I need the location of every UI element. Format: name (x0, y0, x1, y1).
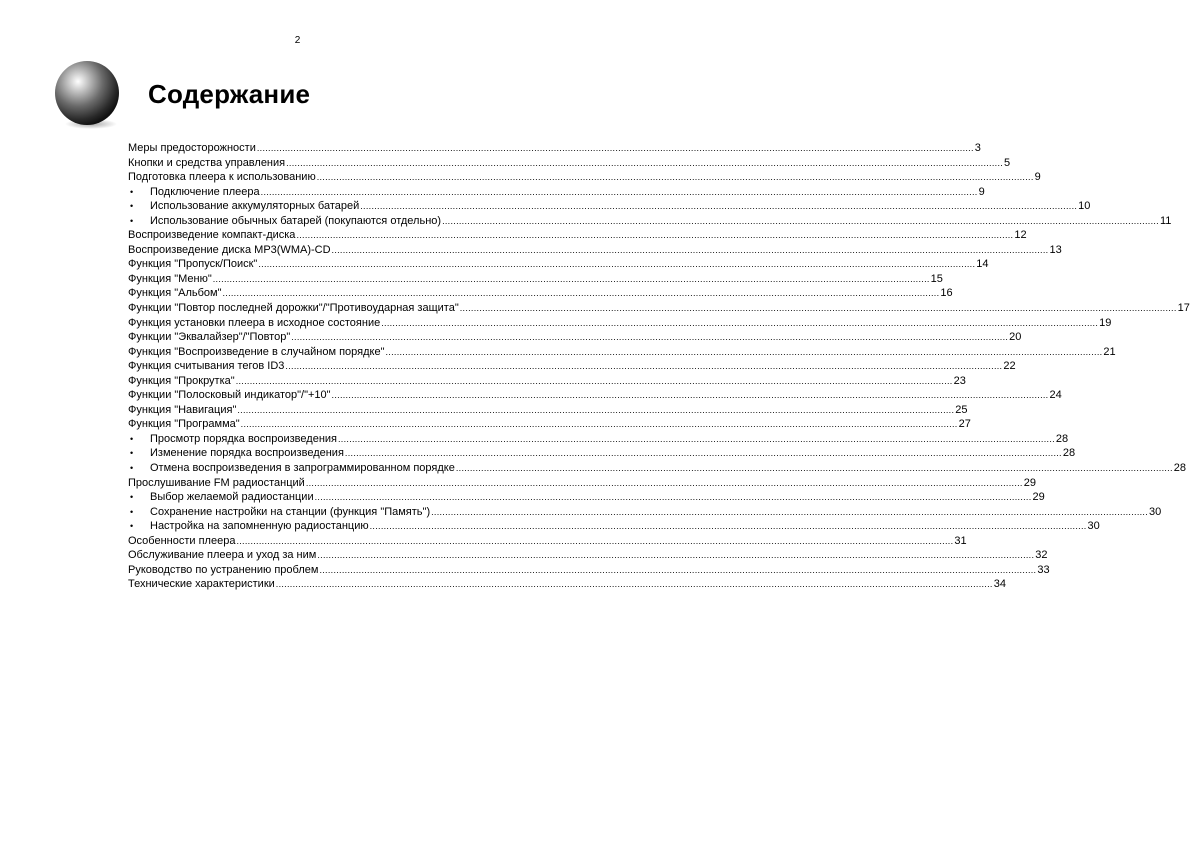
toc-entry-page: 30 (1087, 520, 1100, 533)
dot-leader (213, 272, 930, 287)
toc-entry-page: 21 (1103, 345, 1116, 358)
dot-leader (291, 330, 1008, 345)
toc-entry-title: Технические характеристики (128, 578, 275, 591)
toc-entry-page: 28 (1055, 432, 1069, 445)
toc-entry[interactable] (128, 490, 1045, 505)
dot-leader (315, 490, 1032, 505)
toc-entry-page: 9 (1034, 171, 1041, 184)
toc-entry-page: 5 (1004, 156, 1011, 169)
toc-entry-title: Функция "Прокрутка" (128, 374, 235, 387)
dot-leader (386, 345, 1103, 360)
toc-entry-title: Функции "Полосковый индикатор"/"+10" (128, 389, 331, 402)
toc-entry[interactable] (128, 417, 971, 432)
toc-entry-page: 31 (954, 534, 967, 547)
toc-entry-title: Меры предосторожности (128, 142, 256, 154)
toc-entry-title: Функция "Меню" (128, 272, 212, 285)
toc-entry[interactable] (128, 257, 989, 272)
toc-entry[interactable] (128, 519, 1100, 534)
toc-entry-title: Функция установки плеера в исходное состояние (128, 316, 381, 329)
toc-entry[interactable] (128, 577, 1006, 592)
toc-entry-page: 29 (1032, 491, 1045, 504)
toc-entry[interactable] (128, 345, 1116, 360)
toc-entry-title: Настройка на запомненную радиостанцию (150, 520, 369, 533)
dot-leader (431, 505, 1148, 520)
toc-entry[interactable] (128, 505, 1162, 520)
toc-entry[interactable] (128, 316, 1112, 331)
toc-entry-title: Особенности плеера (128, 534, 236, 547)
toc-entry-page: 12 (1014, 229, 1027, 242)
toc-entry-page: 17 (1177, 302, 1190, 315)
toc-entry[interactable] (128, 228, 1027, 243)
dot-leader (285, 359, 1002, 374)
dot-leader (381, 316, 1098, 331)
toc-entry-title: Подготовка плеера к использованию (128, 171, 316, 184)
toc-entry-page: 29 (1023, 476, 1036, 489)
sphere-graphic (51, 58, 123, 130)
toc-entry-title: Изменение порядка воспроизведения (150, 447, 344, 460)
bullet-icon: • (130, 186, 134, 197)
toc-entry-page: 25 (955, 403, 968, 416)
dot-leader (319, 563, 1036, 578)
dot-leader (261, 185, 978, 200)
toc-entry[interactable] (128, 432, 1069, 447)
toc-entry-page: 19 (1099, 316, 1112, 329)
bullet-icon: • (130, 433, 134, 444)
dot-leader (345, 446, 1062, 461)
toc-entry[interactable] (128, 156, 1011, 171)
dot-leader (338, 432, 1055, 447)
toc-entry-page: 22 (1003, 360, 1016, 373)
dot-leader (236, 374, 953, 389)
toc-entry[interactable] (128, 141, 981, 156)
toc-entry-title: Функция "Программа" (128, 418, 240, 431)
dot-leader (306, 476, 1023, 491)
toc-entry[interactable] (128, 301, 1190, 316)
bullet-icon: • (130, 506, 134, 517)
dot-leader (317, 548, 1034, 563)
toc-entry[interactable] (128, 563, 1050, 578)
toc-entry-page: 11 (1159, 214, 1172, 227)
toc-entry[interactable] (128, 476, 1036, 491)
bullet-icon: • (130, 201, 134, 212)
dot-leader (370, 519, 1087, 534)
dot-leader (442, 214, 1159, 229)
toc-entry-title: Просмотр порядка воспроизведения (150, 432, 337, 445)
toc-entry-title: Прослушивание FM радиостанций (128, 476, 305, 489)
dot-leader (460, 301, 1177, 316)
toc-entry-title: Функция "Навигация" (128, 403, 237, 416)
dot-leader (257, 141, 974, 156)
toc-entry-page: 34 (993, 578, 1006, 591)
dot-leader (286, 156, 1003, 171)
toc-entry-page: 33 (1037, 563, 1050, 576)
table-of-contents (128, 141, 1190, 592)
bullet-icon: • (130, 521, 134, 532)
toc-entry-title: Воспроизведение диска MP3(WMA)-CD (128, 243, 331, 256)
toc-entry[interactable] (128, 446, 1076, 461)
dot-leader (456, 461, 1173, 476)
dot-leader (296, 228, 1013, 243)
toc-entry[interactable] (128, 359, 1016, 374)
toc-entry-title: Кнопки и средства управления (128, 156, 286, 169)
toc-entry[interactable] (128, 330, 1022, 345)
toc-entry-page: 15 (930, 272, 943, 285)
toc-entry[interactable] (128, 388, 1062, 403)
toc-entry[interactable] (128, 548, 1048, 563)
toc-entry[interactable] (128, 461, 1187, 476)
toc-entry-page: 20 (1009, 331, 1022, 344)
toc-entry[interactable] (128, 286, 953, 301)
dot-leader (360, 199, 1077, 214)
dot-leader (222, 286, 939, 301)
dot-leader (236, 534, 953, 549)
toc-entry-title: Функция считывания тегов ID3 (128, 360, 285, 373)
bullet-icon: • (130, 492, 134, 503)
toc-entry-page: 23 (953, 374, 966, 387)
toc-entry-page: 28 (1062, 447, 1076, 460)
dot-leader (237, 403, 954, 418)
toc-entry-page: 27 (958, 418, 971, 431)
dot-leader (317, 170, 1034, 185)
toc-entry[interactable] (128, 170, 1041, 185)
toc-entry-title: Воспроизведение компакт-диска (128, 229, 296, 242)
toc-entry-page: 30 (1149, 505, 1162, 518)
toc-entry[interactable] (128, 214, 1172, 229)
toc-entry-page: 24 (1049, 389, 1062, 402)
toc-entry-title: Обслуживание плеера и уход за ним (128, 549, 317, 562)
toc-entry-title: Подключение плеера (150, 185, 260, 198)
toc-entry-title: Функции "Повтор последней дорожки"/"Противоударная защита" (128, 302, 459, 315)
dot-leader (241, 417, 958, 432)
bullet-icon: • (130, 463, 134, 474)
toc-entry[interactable] (128, 534, 967, 549)
toc-entry[interactable] (128, 199, 1091, 214)
dot-leader (332, 243, 1049, 258)
page-number: 2 (294, 35, 301, 46)
toc-entry-page: 13 (1049, 243, 1062, 256)
toc-entry[interactable] (128, 403, 968, 418)
dot-leader (276, 577, 993, 592)
toc-entry-page: 28 (1173, 462, 1187, 475)
toc-entry-title: Выбор желаемой радиостанции (150, 491, 314, 504)
bullet-icon: • (130, 448, 134, 459)
toc-entry[interactable] (128, 185, 985, 200)
toc-entry-title: Использование аккумуляторных батарей (150, 200, 360, 213)
toc-entry-title: Руководство по устранению проблем (128, 563, 319, 576)
toc-entry[interactable] (128, 272, 943, 287)
toc-entry-title: Функции "Эквалайзер"/"Повтор" (128, 331, 291, 344)
page-title: Содержание (148, 79, 311, 109)
toc-entry[interactable] (128, 243, 1062, 258)
toc-entry-title: Отмена воспроизведения в запрограммированном порядке (150, 462, 455, 475)
toc-entry-title: Функция "Воспроизведение в случайном порядке" (128, 345, 385, 358)
toc-entry-title: Функция "Пропуск/Поиск" (128, 258, 258, 271)
toc-entry-page: 10 (1078, 200, 1091, 213)
toc-entry-page: 14 (976, 258, 989, 271)
toc-entry-page: 16 (940, 287, 953, 300)
dot-leader (332, 388, 1049, 403)
toc-entry-title: Функция "Альбом" (128, 287, 222, 300)
toc-entry-title: Использование обычных батарей (покупаются отдельно) (150, 214, 442, 227)
toc-entry[interactable] (128, 374, 966, 389)
toc-entry-page: 32 (1035, 549, 1048, 562)
bullet-icon: • (130, 215, 134, 226)
toc-entry-page: 9 (978, 185, 985, 198)
toc-entry-page: 3 (974, 142, 981, 154)
dot-leader (258, 257, 975, 272)
toc-entry-title: Сохранение настройки на станции (функция "Память") (150, 505, 431, 518)
